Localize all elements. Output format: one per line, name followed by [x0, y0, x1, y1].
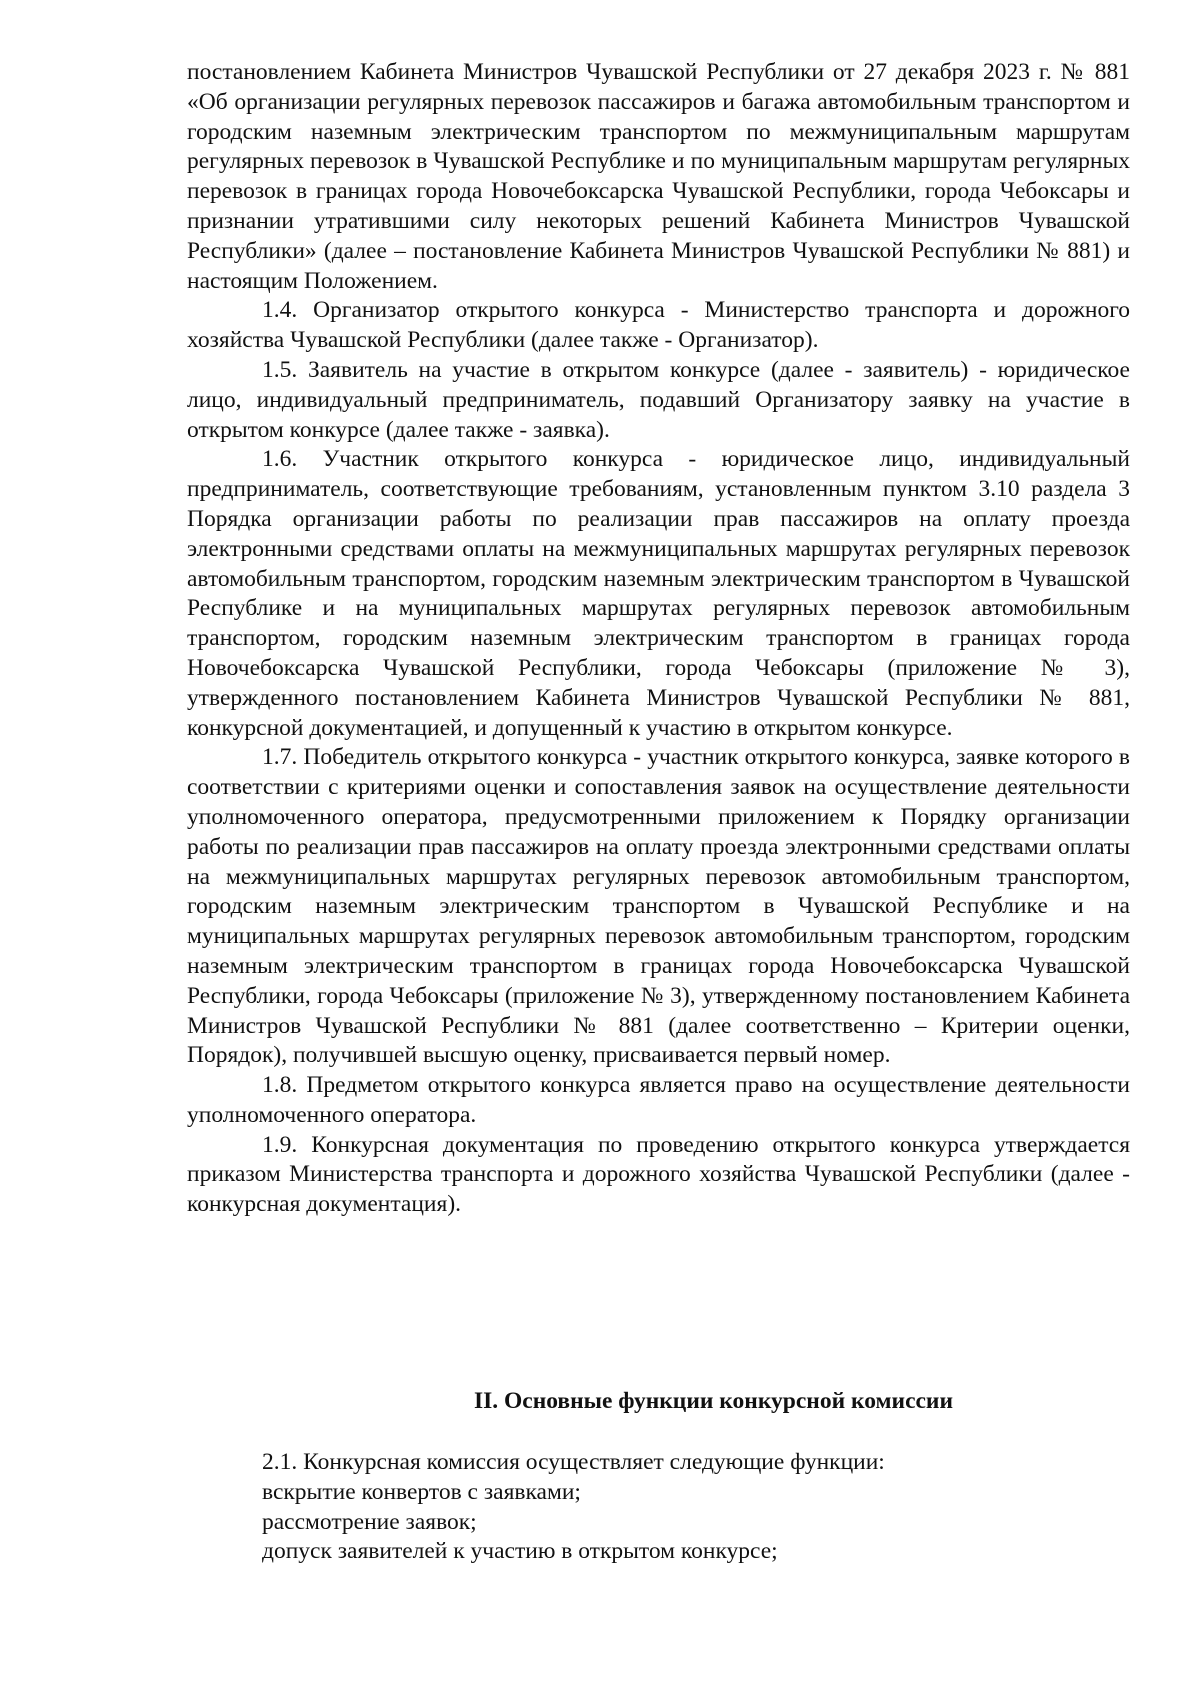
paragraph-1-6: 1.6. Участник открытого конкурса - юридическое лицо, индивидуальный предприниматель, соответствующие требованиям, установленным пунктом 3.10 раздела 3 Порядка организации работы по реализации прав пассажиров на оплату проезда электронными средствами оплаты на межмуниципальных маршрутах регулярных перевозок автомобильным транспортом, городским наземным электрическим транспортом в Чувашской Республике и на муниципальных маршрутах регулярных перевозок автомобильным транспортом, городским наземным электрическим транспортом в границах города Новочебоксарска Чувашской Республики, города Чебоксары (приложение № 3), утвержденного постановлением Кабинета Министров Чувашской Республики № 881, конкурсной документацией, и допущенный к участию в открытом конкурсе. [187, 446, 1130, 741]
paragraph-1-4: 1.4. Организатор открытого конкурса - Министерство транспорта и дорожного хозяйства Чувашской Республики (далее также - Организатор). [187, 297, 1130, 354]
paragraph-1-5: 1.5. Заявитель на участие в открытом конкурсе (далее - заявитель) - юридическое лицо, индивидуальный предприниматель, подавший Организатору заявку на участие в открытом конкурсе (далее также - заявка). [187, 356, 1130, 443]
functions-intro: 2.1. Конкурсная комиссия осуществляет следующие функции: [262, 1449, 885, 1475]
section-heading: II. Основные функции конкурсной комиссии [473, 1388, 954, 1414]
paragraph-1-7: 1.7. Победитель открытого конкурса - участник открытого конкурса, заявке которого в соответствии с критериями оценки и сопоставления заявок на осуществление деятельности уполномоченного оператора, предусмотренными приложением к Порядку организации работы по реализации прав пассажиров на оплату проезда электронными средствами оплаты на межмуниципальных маршрутах регулярных перевозок автомобильным транспортом, городским наземным электрическим транспортом в Чувашской Республике и на муниципальных маршрутах регулярных перевозок автомобильным транспортом, городским наземным электрическим транспортом в границах города Новочебоксарска Чувашской Республики, города Чебоксары (приложение № 3), утвержденному постановлением Кабинета Министров Чувашской Республики № 881 (далее соответственно – Критерии оценки, Порядок), получившей высшую оценку, присваивается первый номер. [187, 744, 1130, 1069]
section-heading-wrapper [187, 1387, 1130, 1417]
functions-list [187, 1448, 1130, 1567]
paragraph-1-9: 1.9. Конкурсная документация по проведению открытого конкурса утверждается приказом Министерства транспорта и дорожного хозяйства Чувашской Республики (далее - конкурсная документация). [187, 1131, 1130, 1218]
function-item: вскрытие конвертов с заявками; [262, 1478, 581, 1505]
function-item: допуск заявителей к участию в открытом конкурсе; [262, 1538, 778, 1565]
paragraph-continuation: постановлением Кабинета Министров Чувашской Республики от 27 декабря 2023 г. № 881 «Об организации регулярных перевозок пассажиров и багажа автомобильным транспортом и городским наземным электрическим транспортом по межмуниципальным маршрутам регулярных перевозок в Чувашской Республике и по муниципальным маршрутам регулярных перевозок в границах города Новочебоксарска Чувашской Республики, города Чебоксары и признании утратившими силу некоторых решений Кабинета Министров Чувашской Республики» (далее – постановление Кабинета Министров Чувашской Республики № 881) и настоящим Положением. [187, 59, 1130, 294]
paragraph-1-8: 1.8. Предметом открытого конкурса является право на осуществление деятельности уполномоченного оператора. [187, 1072, 1130, 1128]
function-item: рассмотрение заявок; [262, 1508, 477, 1535]
document-body [187, 58, 1130, 1220]
